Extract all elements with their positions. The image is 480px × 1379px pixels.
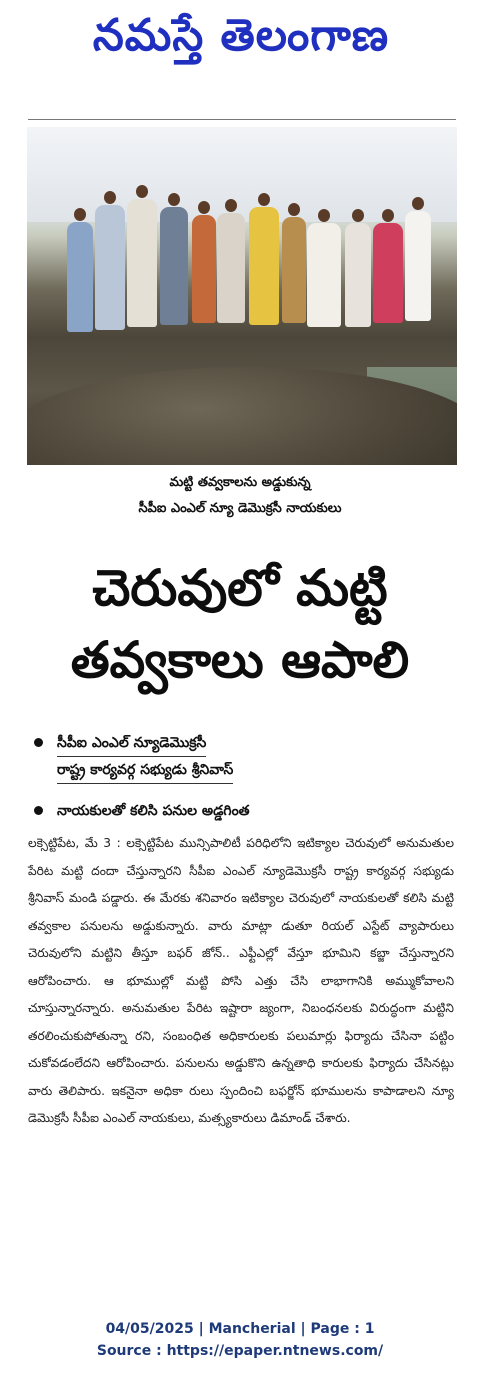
footer-source: Source : https://epaper.ntnews.com/ [96,1343,384,1359]
page-footer [0,1318,480,1362]
photo-person [192,215,216,323]
newspaper-masthead: నమస్తే తెలంగాణ [92,10,390,61]
photo-caption [60,470,420,522]
highlight-item [30,730,450,784]
photo-person [373,223,403,323]
article-body: లక్సెట్టిపేట, మే 3 : లక్సెట్టిపేట మున్సిపాలిటీ పరిధిలోని ఇటిక్యాల చెరువులో అనుమతుల పేరిట మట్టి దందా చేస్తున్నారని సీపీఐ ఎంఎల్ న్యూడెమొక్రసీ రాష్ట్ర కార్యవర్గ సభ్యుడు శ్రీనివాస్ మండి పడ్డారు. ఈ మేరకు శనివారం ఇటిక్యాల చెరువులో నాయకులతో కలిసి మట్టి తవ్వకాల పనులను అడ్డుకున్నారు. వారు మాట్లా డుతూ రియల్ ఎస్టేట్ వ్యాపారులు చెరువులోని మట్టిని తీస్తూ బఫర్ జోన్.. ఎఫ్టీఎల్లో వేస్తూ భూమిని కబ్జా చేస్తున్నారని ఆరోపించారు. ఆ భూముల్లో మట్టి పోసి ఎత్తు చేసి లాభాగానికి అమ్ముకోవాలని చూస్తున్నారన్నారు. అనుమతుల పేరిట ఇష్టారా జ్యంగా, నిబంధనలకు విరుద్ధంగా మట్టిని తరలించుకుపోతున్నా రని, సంబంధిత అధికారులకు పలుమార్లు ఫిర్యాదు చేసినా పట్టిం చుకోవడంలేదని ఆరోపించారు. పనులను అడ్డుకొని ఉన్నతాధి కారులకు ఫిర్యాదు చేసినట్లు వారు తెలిపారు. ఇకనైనా అధికా రులు స్పందించి బఫర్జోన్ భూములను కాపాడాలని న్యూ డెమొక్రసీ సీపీఐ ఎంఎల్ నాయకులు, మత్స్యకారులు డిమాండ్ చేశారు. [28,836,454,1125]
photo-person [307,223,341,327]
highlight-item1-line1: సీపీఐ ఎంఎల్ న్యూడెమొక్రసీ [57,730,206,757]
photo-caption-line2: సీపీఐ ఎంఎల్ న్యూ డెమొక్రసీ నాయకులు [138,501,342,516]
photo-caption-line1: మట్టి తవ్వకాలను అడ్డుకున్న [169,475,311,490]
highlight-item1-line2: రాష్ట్ర కార్యవర్గ సభ్యుడు శ్రీనివాస్ [57,757,233,784]
article-headline [20,552,460,696]
photo-person [160,207,188,325]
photo-person [95,205,125,330]
headline-line1: చెరువులో మట్టి [92,559,388,617]
photo-person [282,217,306,323]
photo-person [127,199,157,327]
photo-person [217,213,245,323]
bullet-dot-icon [34,738,43,747]
masthead-divider [28,119,456,120]
photo-person [67,222,93,332]
bullet-dot-icon [34,806,43,815]
photo-person [405,211,431,321]
photo-person [345,223,371,327]
headline-line2: తవ్వకాలు ఆపాలి [70,631,410,689]
photo-person [249,207,279,325]
footer-date-edition: 04/05/2025 | Mancherial | Page : 1 [105,1321,375,1337]
highlight-item [30,798,450,824]
highlight-item2: నాయకులతో కలిసి పనుల అడ్డగింత [57,803,250,819]
article-highlights [30,730,450,834]
news-photo [27,127,457,465]
photo-sky [27,127,457,222]
photo-soil-mound [27,367,457,465]
